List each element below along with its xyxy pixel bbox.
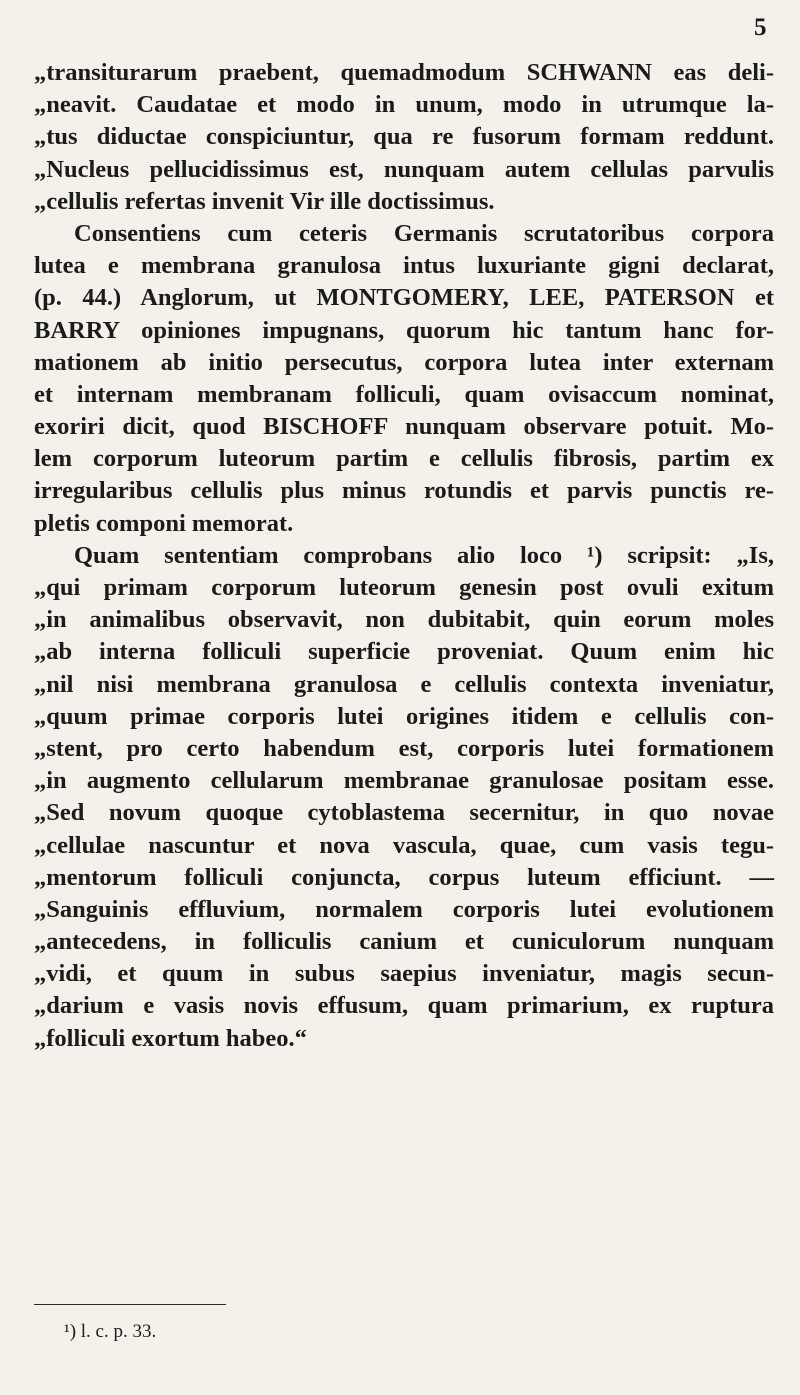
text-line: mationem ab initio persecutus, corpora lutea inter externam [34,348,774,376]
page-number: 5 [754,14,767,41]
text-line: Quam sententiam comprobans alio loco ¹) scripsit: „Is, [74,541,774,569]
text-line: „folliculi exortum habeo.“ [34,1024,307,1052]
text-line: „antecedens, in folliculis canium et cuniculorum nunquam [34,928,774,956]
text-line: „quum primae corporis lutei origines itidem e cellulis con- [34,702,774,730]
text-line: „transiturarum praebent, quemadmodum SCHWANN eas deli- [34,59,774,86]
text-line: et internam membranam folliculi, quam ovisaccum nominat, [34,380,774,408]
text-line: „mentorum folliculi conjuncta, corpus luteum efficiunt. — [34,863,774,891]
text-line: „Sanguinis effluvium, normalem corporis lutei evolutionem [34,895,774,923]
text-line: lem corporum luteorum partim e cellulis fibrosis, partim ex [34,445,774,473]
text-line: „cellulae nascuntur et nova vascula, quae, cum vasis tegu- [34,831,774,859]
text-line: „darium e vasis novis effusum, quam primarium, ex ruptura [34,992,774,1020]
text-line: „cellulis refertas invenit Vir ille doctissimus. [34,187,495,215]
text-line: „vidi, et quum in subus saepius inveniatur, magis secun- [34,960,774,988]
text-line: exoriri dicit, quod BISCHOFF nunquam observare potuit. Mo- [34,413,774,441]
text-line: Consentiens cum ceteris Germanis scrutatoribus corpora [74,219,774,247]
text-line: „qui primam corporum luteorum genesin post ovuli exitum [34,574,774,601]
text-line: „nil nisi membrana granulosa e cellulis contexta inveniatur, [34,670,774,698]
footnote: ¹) l. c. p. 33. [64,1321,157,1342]
text-line: (p. 44.) Anglorum, ut MONTGOMERY, LEE, PATERSON et [34,284,774,312]
text-line: lutea e membrana granulosa intus luxuriante gigni declarat, [34,252,774,280]
text-line: „neavit. Caudatae et modo in unum, modo in utrumque la- [34,91,774,119]
text-line: irregularibus cellulis plus minus rotundis et parvis punctis re- [34,477,774,505]
body-text [34,57,774,1055]
text-line: „in animalibus observavit, non dubitabit, quin eorum moles [34,606,774,634]
text-line: „Sed novum quoque cytoblastema secernitur, in quo novae [34,799,774,827]
footnote-divider [34,1304,226,1305]
text-line: „tus diductae conspiciuntur, qua re fusorum formam reddunt. [34,123,774,151]
text-line: „stent, pro certo habendum est, corporis lutei formationem [34,734,774,762]
text-line: BARRY opiniones impugnans, quorum hic tantum hanc for- [34,316,774,344]
text-line: „ab interna folliculi superficie proveniat. Quum enim hic [34,638,774,666]
text-line: „in augmento cellularum membranae granulosae positam esse. [34,767,774,795]
text-line: „Nucleus pellucidissimus est, nunquam autem cellulas parvulis [34,155,774,183]
text-line: pletis componi memorat. [34,509,294,537]
